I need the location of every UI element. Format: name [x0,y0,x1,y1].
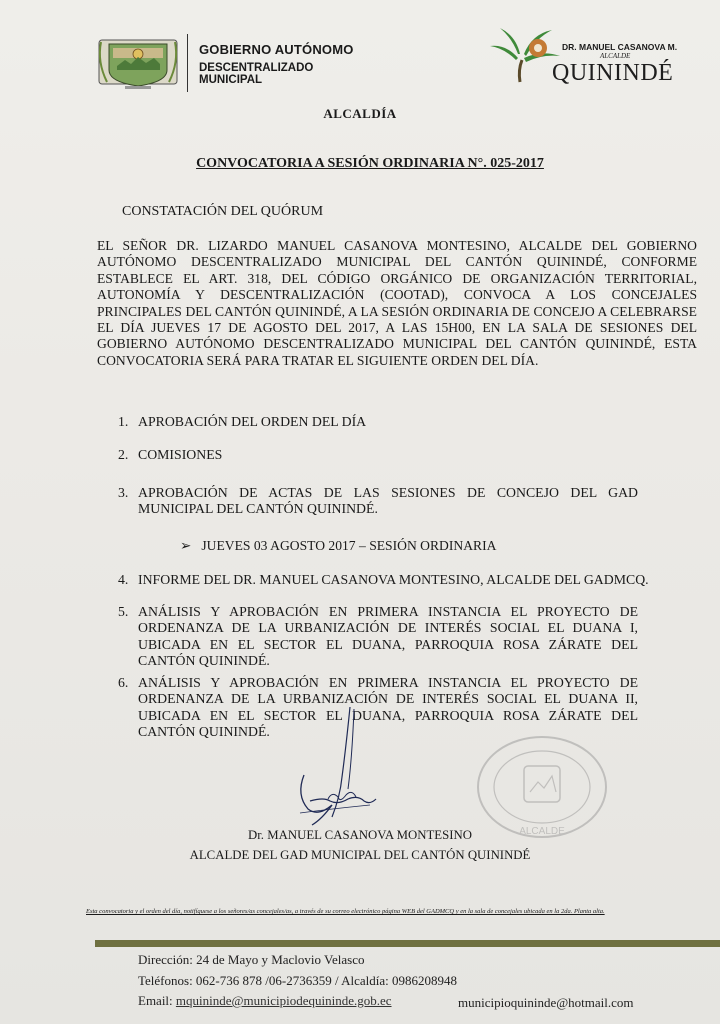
signatory-name: Dr. MANUEL CASANOVA MONTESINO [248,828,472,842]
footer-email-row [138,993,392,1009]
agenda-item-number: 2. [118,447,129,462]
agenda-item [118,447,658,463]
footer-email-link-1[interactable]: mquininde@municipiodequininde.gob.ec [175,993,392,1008]
agenda-item-number: 5. [118,604,129,619]
agenda-item-number: 6. [118,675,129,690]
mayor-role-logo: ALCALDE [600,52,631,60]
footer-bar [95,940,720,947]
footnote: Esta convocatoria y el orden del día, notifíquese a los señores/as concejales/as, a través de su correo electrónico página WEB del GADMCQ y en la sala de concejales ubicada en la 2da. Planta alta. [86,908,605,915]
agenda-item-text: APROBACIÓN DEL ORDEN DEL DÍA [138,414,367,429]
intro-paragraph: EL SEÑOR DR. LIZARDO MANUEL CASANOVA MONTESINO, ALCALDE DEL GOBIERNO AUTÓNOMO DESCENTRALIZADO MUNICIPAL DEL CANTÓN QUININDÉ, CONFORME ESTABLECE EL ART. 318, DEL CÓDIGO ORGÁNICO DE ORGANIZACIÓN TERRITORIAL, AUTONOMÍA Y DESCENTRALIZACIÓN (COOTAD), CONVOCA A LOS CONCEJALES PRINCIPALES DEL CANTÓN QUININDÉ, A LA SESIÓN ORDINARIA DE CONCEJO A CELEBRARSE EL DÍA JUEVES 17 DE AGOSTO DEL 2017, A LAS 15H00, EN LA SALA DE SESIONES DEL GOBIERNO AUTÓNOMO DESCENTRALIZADO MUNICIPAL DEL CANTÓN QUININDÉ, ESTA CONVOCATORIA SERÁ PARA TRATAR EL SIGUIENTE ORDEN DEL DÍA. [97,238,697,368]
agenda-item-text: INFORME DEL DR. MANUEL CASANOVA MONTESINO, ALCALDE DEL GADMCQ. [138,572,649,587]
agenda-item-text: ANÁLISIS Y APROBACIÓN EN PRIMERA INSTANCIA EL PROYECTO DE ORDENANZA DE LA URBANIZACIÓN DE INTERÉS SOCIAL EL DUANA II, UBICADA EN EL SECTOR EL DUANA, PARROQUIA ROSA ZÁRATE DEL CANTÓN QUININDÉ. [138,675,638,740]
agenda-item-number: 1. [118,414,129,429]
signatory-role: ALCALDE DEL GAD MUNICIPAL DEL CANTÓN QUININDÉ [189,848,531,862]
agenda-item-number: 3. [118,485,129,500]
org-name-line1: GOBIERNO AUTÓNOMO [199,42,354,57]
agenda-item [118,485,638,518]
municipal-seal-stamp [472,732,612,842]
org-name-line2: DESCENTRALIZADO MUNICIPAL [199,62,314,86]
agenda-item-text: APROBACIÓN DE ACTAS DE LAS SESIONES DE CONCEJO DEL GAD MUNICIPAL DEL CANTÓN QUININDÉ. [138,485,638,517]
agenda-item [118,414,658,430]
footer-phones: Teléfonos: 062-736 878 /06-2736359 / Alcaldía: 0986208948 [138,973,457,988]
footer-email-label: Email: [138,993,173,1008]
city-name-logo: QUININDÉ [552,60,674,86]
page-title: ALCALDÍA [323,106,397,121]
footer-email-link-2[interactable]: municipioquininde@hotmail.com [458,995,634,1010]
agenda-sub-item [180,538,496,554]
agenda-item [118,572,658,588]
arrow-bullet-icon: ➢ [180,538,192,553]
convocation-title: CONVOCATORIA A SESIÓN ORDINARIA N°. 025-2017 [196,156,544,171]
agenda-item [118,604,638,670]
mayor-name-logo: DR. MANUEL CASANOVA M. [562,42,678,52]
agenda-item-text: ANÁLISIS Y APROBACIÓN EN PRIMERA INSTANCIA EL PROYECTO DE ORDENANZA DE LA URBANIZACIÓN DE INTERÉS SOCIAL EL DUANA I, UBICADA EN EL SECTOR EL DUANA, PARROQUIA ROSA ZÁRATE DEL CANTÓN QUININDÉ. [138,604,638,669]
agenda-sub-item-text: JUEVES 03 AGOSTO 2017 – SESIÓN ORDINARIA [201,538,497,553]
agenda-item-number: 4. [118,572,129,587]
handwritten-signature-icon [290,705,400,835]
seal-text: ALCALDE [519,826,565,837]
section-label: CONSTATACIÓN DEL QUÓRUM [122,204,324,219]
agenda-item-text: COMISIONES [138,447,223,462]
footer-address: Dirección: 24 de Mayo y Maclovio Velasco [138,952,365,967]
